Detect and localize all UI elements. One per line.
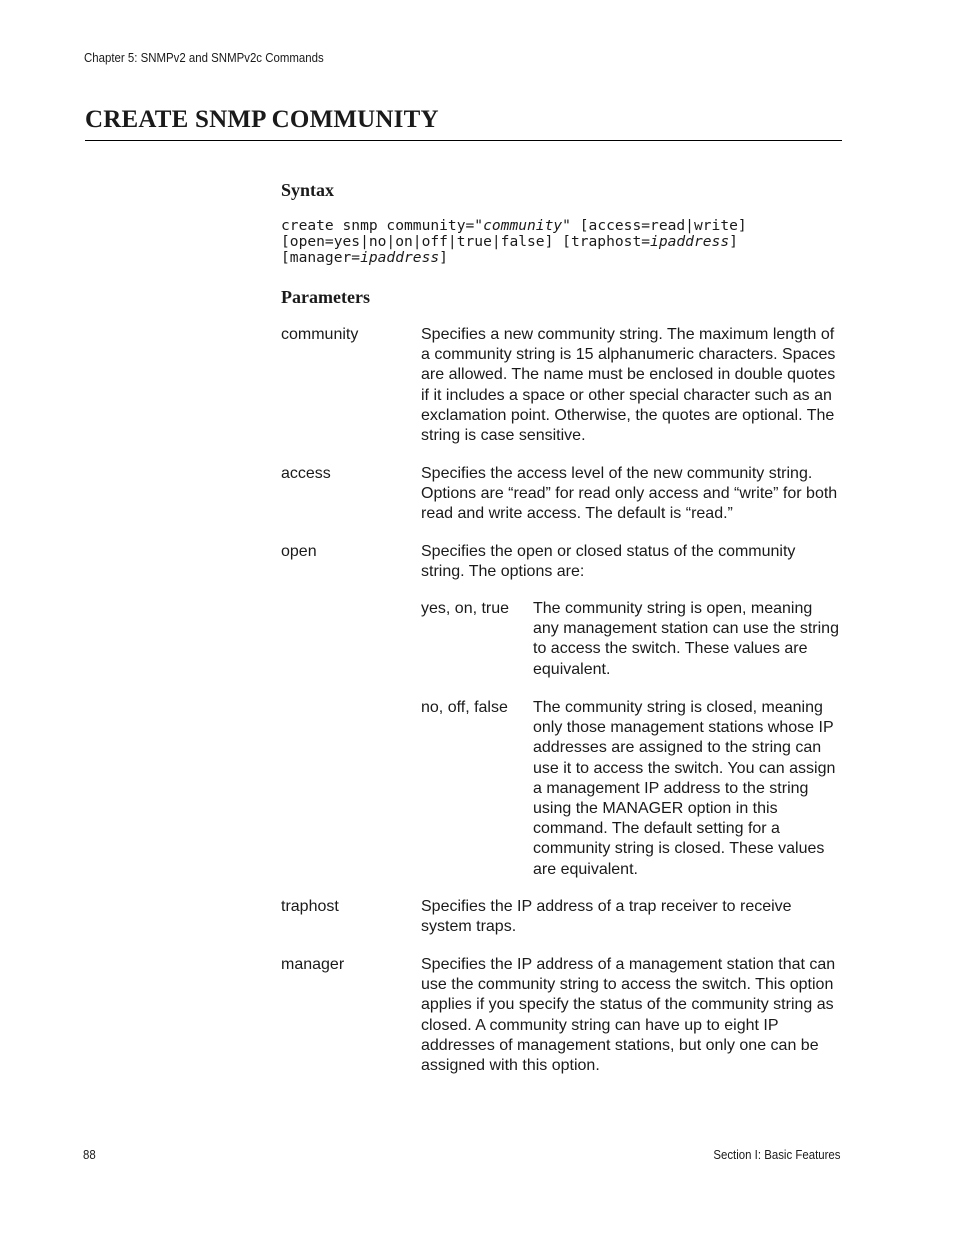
option-name: yes, on, true bbox=[421, 600, 510, 617]
option-description: The community string is open, meaning any management station can use the string to access the switch. These values are equivalent. bbox=[533, 600, 839, 678]
parameter-name: community bbox=[281, 326, 359, 343]
syntax-text: [manager= bbox=[281, 249, 361, 266]
syntax-text: ] bbox=[729, 233, 738, 250]
syntax-argument: community bbox=[483, 217, 563, 234]
parameter-name: open bbox=[281, 543, 317, 560]
syntax-text: " [access=read|write] bbox=[562, 217, 747, 234]
title-rule bbox=[85, 140, 842, 141]
option-description: The community string is closed, meaning only those management stations whose IP addresses are assigned to the string can use it to access the switch. You can assign a management IP address to the string using the MANAGER option in this command. The default setting for a community string is closed. These values are equivalent. bbox=[533, 699, 836, 878]
parameter-name: traphost bbox=[281, 898, 339, 915]
syntax-argument: ipaddress bbox=[650, 233, 730, 250]
parameter-description: Specifies the access level of the new community string. Options are “read” for read only access and “write” for both read and write access. The default is “read.” bbox=[421, 465, 838, 523]
syntax-heading: Syntax bbox=[281, 180, 335, 200]
footer-section-title: Section I: Basic Features bbox=[713, 1147, 841, 1162]
page-header-chapter: Chapter 5: SNMPv2 and SNMPv2c Commands bbox=[84, 50, 324, 65]
parameter-description: Specifies the IP address of a trap receiver to receive system traps. bbox=[421, 898, 792, 936]
parameter-description: Specifies a new community string. The maximum length of a community string is 15 alphanumeric characters. Spaces are allowed. The name must be enclosed in double quotes if it includes a space or other special character such as an exclamation point. Otherwise, the quotes are optional. The string is case sensitive. bbox=[421, 326, 836, 445]
syntax-text: [open=yes|no|on|off|true|false] [traphost= bbox=[281, 233, 651, 250]
parameter-name: access bbox=[281, 465, 331, 482]
syntax-text: ] bbox=[439, 249, 448, 266]
syntax-block bbox=[281, 218, 747, 266]
page-title: CREATE SNMP COMMUNITY bbox=[85, 106, 439, 133]
option-name: no, off, false bbox=[421, 699, 508, 716]
syntax-text: create snmp community=" bbox=[281, 217, 484, 234]
page-number: 88 bbox=[83, 1147, 96, 1162]
parameter-name: manager bbox=[281, 956, 345, 973]
parameters-heading: Parameters bbox=[281, 287, 370, 307]
parameter-description: Specifies the open or closed status of the community string. The options are: bbox=[421, 543, 796, 581]
parameter-description: Specifies the IP address of a management station that can use the community string to access the switch. This option applies if you specify the status of the community string as closed. A community string can have up to eight IP addresses of management stations, but only one can be assigned with this option. bbox=[421, 956, 836, 1075]
syntax-argument: ipaddress bbox=[360, 249, 440, 266]
